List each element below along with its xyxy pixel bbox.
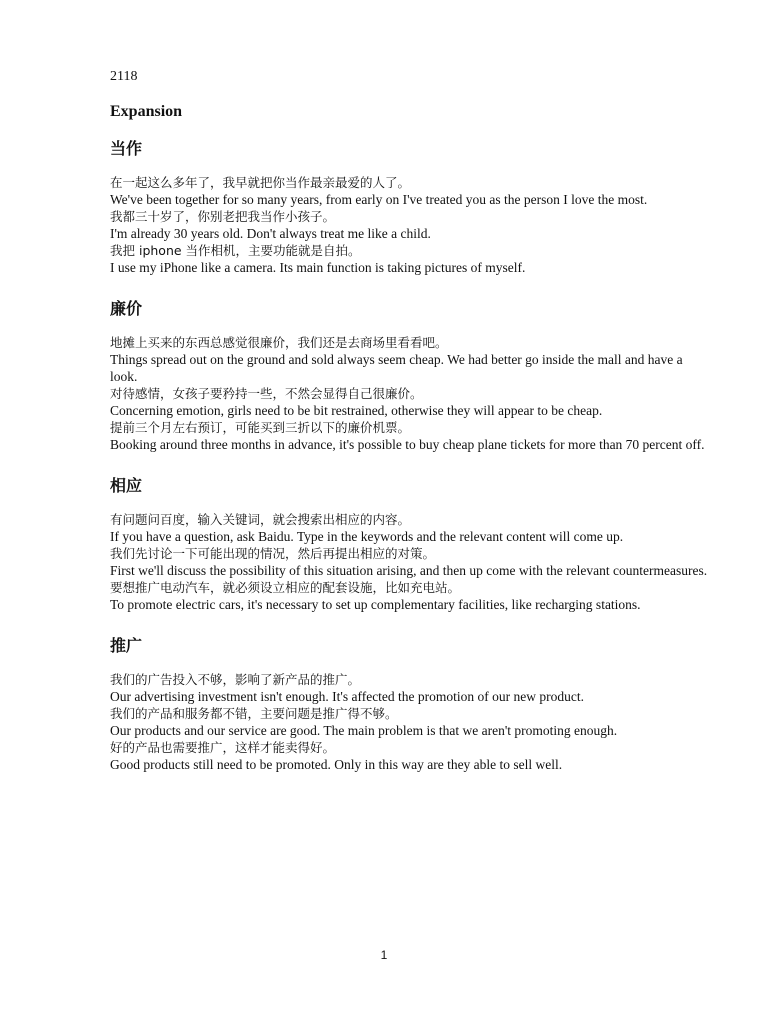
english-translation: First we'll discuss the possibility of this situation arising, and then up come with the relevant countermeasures.	[110, 563, 708, 578]
english-translation: Our advertising investment isn't enough. It's affected the promotion of our new product.	[110, 689, 585, 704]
english-translation: I use my iPhone like a camera. Its main function is taking pictures of myself.	[110, 260, 526, 275]
document-number: 2118	[110, 69, 138, 84]
english-translation: Concerning emotion, girls need to be bit restrained, otherwise they will appear to be cheap.	[110, 403, 603, 418]
chinese-sentence: 在一起这么多年了，我早就把你当作最亲最爱的人了。	[110, 175, 411, 190]
document-title: Expansion	[110, 103, 183, 120]
chinese-sentence: 我们先讨论一下可能出现的情况，然后再提出相应的对策。	[110, 546, 436, 561]
chinese-sentence: 要想推广电动汽车，就必须设立相应的配套设施，比如充电站。	[110, 580, 461, 595]
english-translation: Good products still need to be promoted. Only in this way are they able to sell well.	[110, 757, 563, 772]
example-list	[110, 671, 710, 773]
chinese-sentence: 我把 iphone 当作相机，主要功能就是自拍。	[110, 243, 361, 258]
page-number: 1	[380, 948, 388, 962]
english-translation: Things spread out on the ground and sold always seem cheap. We had better go inside the mall and have a look.	[110, 352, 683, 384]
section-heading: 推广	[110, 638, 143, 655]
document-page	[110, 68, 710, 773]
chinese-sentence: 对待感情，女孩子要矜持一些，不然会显得自己很廉价。	[110, 386, 423, 401]
chinese-sentence: 我们的广告投入不够，影响了新产品的推广。	[110, 672, 361, 687]
section-lianjia	[110, 300, 710, 453]
english-translation: Booking around three months in advance, it's possible to buy cheap plane tickets for more than 70 percent off.	[110, 437, 705, 452]
section-xiangying	[110, 477, 710, 613]
example-list	[110, 511, 710, 613]
section-heading: 相应	[110, 478, 143, 495]
english-translation: I'm already 30 years old. Don't always treat me like a child.	[110, 226, 431, 241]
chinese-sentence: 好的产品也需要推广，这样才能卖得好。	[110, 740, 336, 755]
section-heading: 廉价	[110, 301, 143, 318]
example-list	[110, 174, 710, 276]
section-heading: 当作	[110, 141, 143, 158]
english-translation: Our products and our service are good. The main problem is that we aren't promoting enough.	[110, 723, 618, 738]
english-translation: If you have a question, ask Baidu. Type in the keywords and the relevant content will come up.	[110, 529, 624, 544]
chinese-sentence: 地摊上买来的东西总感觉很廉价，我们还是去商场里看看吧。	[110, 335, 448, 350]
section-dangzuo	[110, 140, 710, 276]
section-tuiguang	[110, 637, 710, 773]
english-translation: To promote electric cars, it's necessary to set up complementary facilities, like recharging stations.	[110, 597, 641, 612]
chinese-sentence: 我都三十岁了，你别老把我当作小孩子。	[110, 209, 336, 224]
english-translation: We've been together for so many years, from early on I've treated you as the person I love the most.	[110, 192, 648, 207]
chinese-sentence: 有问题问百度，输入关键词，就会搜索出相应的内容。	[110, 512, 411, 527]
chinese-sentence: 我们的产品和服务都不错，主要问题是推广得不够。	[110, 706, 398, 721]
chinese-sentence: 提前三个月左右预订，可能买到三折以下的廉价机票。	[110, 420, 411, 435]
example-list	[110, 334, 710, 453]
